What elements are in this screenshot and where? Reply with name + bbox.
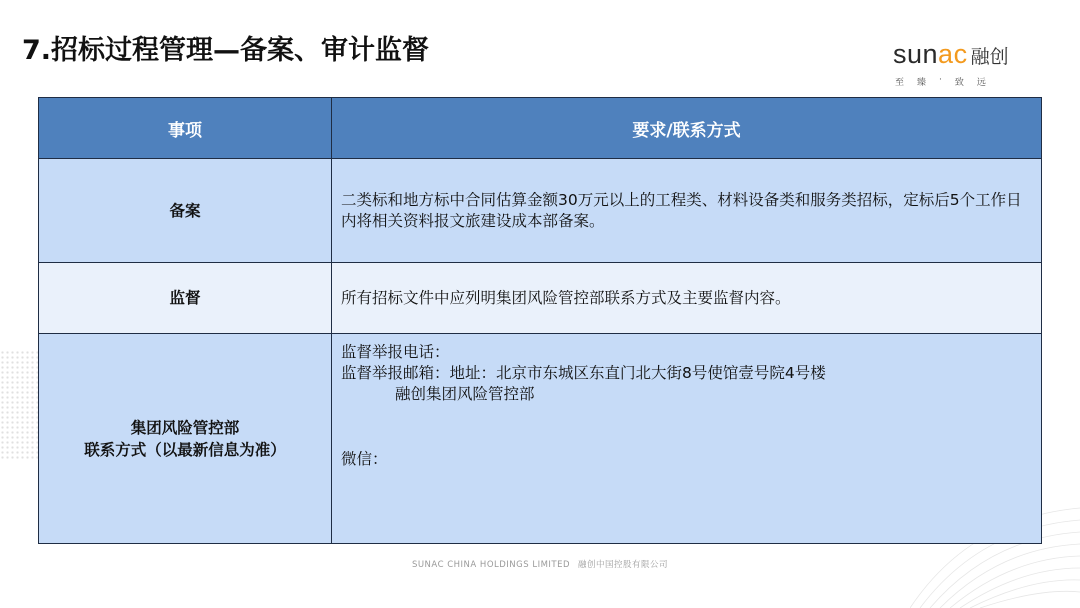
wechat-label: 微信：: [341, 450, 388, 468]
contact-dept: 集团风险管控部: [130, 418, 240, 437]
header-item: 事项: [39, 98, 332, 159]
slogan-char: ·: [939, 75, 942, 85]
row-item-contact: [39, 334, 332, 544]
slogan-char: 臻: [917, 78, 927, 88]
phone-label: 监督举报电话：: [341, 343, 450, 361]
footer-en: SUNAC CHINA HOLDINGS LIMITED: [411, 560, 571, 570]
table-header-row: [39, 98, 1042, 159]
logo-wordmark: [893, 40, 1033, 71]
logo-cn: 融创: [970, 46, 1009, 68]
table-row: [39, 334, 1042, 544]
contact-note: 联系方式（以最新信息为准）: [84, 440, 286, 459]
row-item-supervision: 监督: [39, 263, 332, 334]
table-row: [39, 263, 1042, 334]
footer-cn: 融创中国控股有限公司: [578, 560, 669, 570]
logo-en-suffix: ac: [938, 39, 968, 69]
row-requirement-filing: 二类标和地方标中合同估算金额30万元以上的工程类、材料设备类和服务类招标，定标后5个工作日内将相关资料报文旅建设成本部备案。: [332, 159, 1042, 263]
row-requirement-contact: [332, 334, 1042, 544]
table-row: [39, 159, 1042, 263]
sunac-logo: [893, 40, 1033, 88]
filing-audit-table: [38, 97, 1042, 544]
logo-en-prefix: sun: [893, 39, 939, 69]
logo-en: [893, 40, 968, 68]
slogan-char: 至: [895, 78, 905, 88]
row-item-filing: 备案: [39, 159, 332, 263]
mail-address: 监督举报邮箱：地址：北京市东城区东直门北大街8号使馆壹号院4号楼: [341, 364, 826, 382]
slide-title: 7.招标过程管理—备案、审计监督: [22, 35, 430, 66]
logo-slogan: [893, 75, 1033, 88]
slogan-char: 致: [954, 78, 964, 88]
header-requirement: 要求/联系方式: [332, 98, 1042, 159]
footer: [0, 558, 1080, 570]
slogan-char: 远: [976, 78, 986, 88]
mail-recipient: 融创集团风险管控部: [395, 385, 535, 403]
row-requirement-supervision: 所有招标文件中应列明集团风险管控部联系方式及主要监督内容。: [332, 263, 1042, 334]
